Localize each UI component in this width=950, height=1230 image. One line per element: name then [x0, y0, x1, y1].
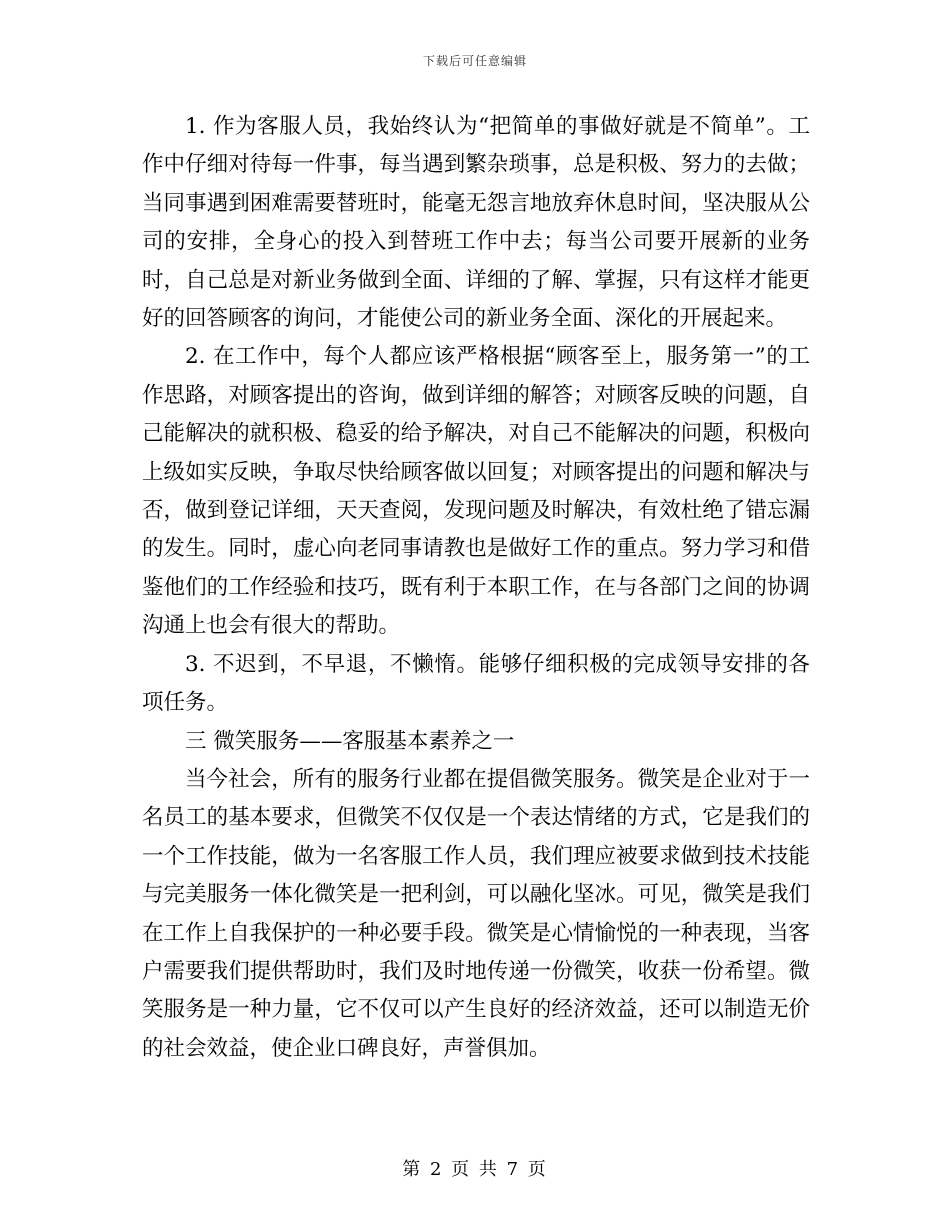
page-number-footer: 第 2 页 共 7 页 [402, 1159, 548, 1180]
paragraph-item-3: 3. 不迟到，不早退，不懒惰。能够仔细积极的完成领导安排的各项任务。 [142, 651, 810, 716]
paragraph-item-2: 2. 在工作中，每个人都应该严格根据“顾客至上，服务第一”的工作思路，对顾客提出的咨询，做到详细的解答；对顾客反映的问题，自己能解决的就积极、稳妥的给予解决，对自己不能解决的问题，积极向上级如实反映，争取尽快给顾客做以回复；对顾客提出的问题和解决与否，做到登记详细，天天查阅，发现问题及时解决，有效杜绝了错忘漏的发生。同时，虚心向老同事请教也是做好工作的重点。努力学习和借鉴他们的工作经验和技巧，既有利于本职工作，在与各部门之间的协调沟通上也会有很大的帮助。 [142, 344, 810, 639]
section-heading: 三 微笑服务——客服基本素养之一 [185, 728, 515, 754]
document-body [142, 108, 810, 1068]
page-header: 下载后可任意编辑 [422, 54, 527, 68]
paragraph-smile-service: 当今社会，所有的服务行业都在提倡微笑服务。微笑是企业对于一名员工的基本要求，但微笑不仅仅是一个表达情绪的方式，它是我们的一个工作技能，做为一名客服工作人员，我们理应被要求做到技术技能与完美服务一体化微笑是一把利剑，可以融化坚冰。可见，微笑是我们在工作上自我保护的一种必要手段。微笑是心情愉悦的一种表现，当客户需要我们提供帮助时，我们及时地传递一份微笑，收获一份希望。微笑服务是一种力量，它不仅可以产生良好的经济效益，还可以制造无价的社会效益，使企业口碑良好，声誉俱加。 [142, 766, 810, 1061]
paragraph-item-1: 1. 作为客服人员，我始终认为“把简单的事做好就是不简单”。工作中仔细对待每一件事，每当遇到繁杂琐事，总是积极、努力的去做；当同事遇到困难需要替班时，能毫无怨言地放弃休息时间，坚决服从公司的安排，全身心的投入到替班工作中去；每当公司要开展新的业务时，自己总是对新业务做到全面、详细的了解、掌握，只有这样才能更好的回答顾客的询问，才能使公司的新业务全面、深化的开展起来。 [142, 114, 810, 332]
